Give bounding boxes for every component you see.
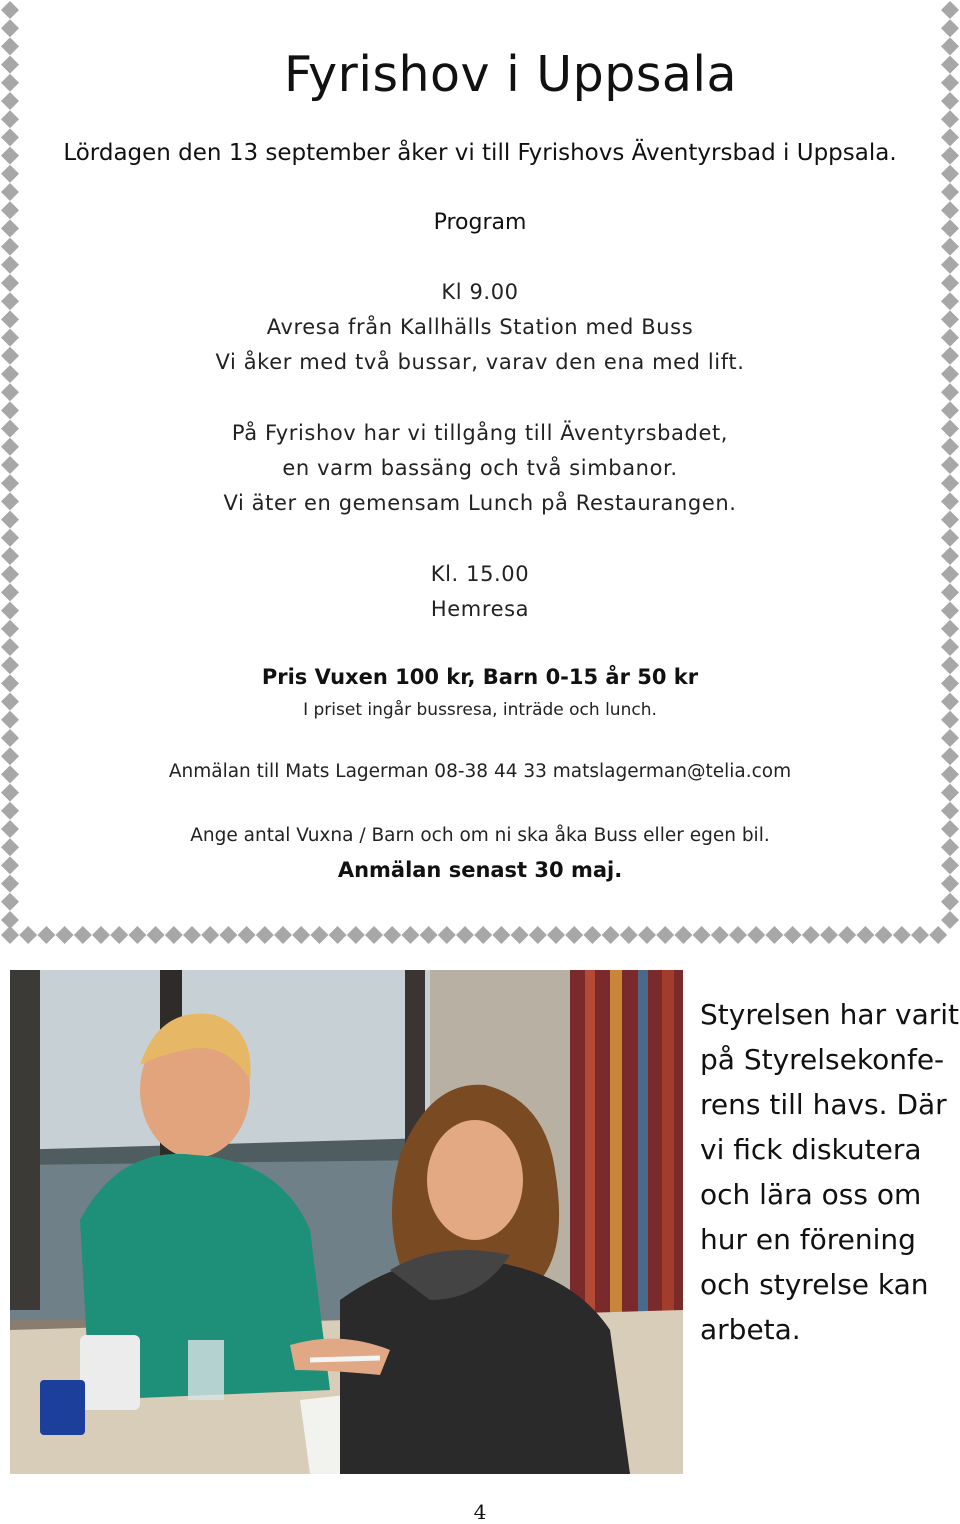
border-diamond	[1, 547, 19, 565]
border-diamond	[941, 802, 959, 820]
border-diamond	[1, 674, 19, 692]
border-diamond	[941, 274, 959, 292]
border-diamond	[1, 583, 19, 601]
border-diamond	[765, 926, 783, 944]
border-diamond	[820, 926, 838, 944]
border-diamond	[438, 926, 456, 944]
border-diamond	[1, 56, 19, 74]
departure-time: Kl 9.00	[441, 280, 519, 304]
border-diamond	[941, 238, 959, 256]
border-diamond	[941, 820, 959, 838]
page-number: 4	[473, 1500, 487, 1524]
registration-deadline: Anmälan senast 30 maj.	[337, 858, 623, 882]
border-diamond	[941, 838, 959, 856]
border-diamond	[656, 926, 674, 944]
window-frame-left	[10, 970, 40, 1310]
border-diamond	[941, 656, 959, 674]
border-diamond	[219, 926, 237, 944]
border-diamond	[401, 926, 419, 944]
return-time: Kl. 15.00	[430, 562, 530, 586]
border-diamond	[1, 926, 19, 944]
border-diamond	[875, 926, 893, 944]
caption-line: hur en förening	[700, 1223, 916, 1256]
border-diamond	[1, 401, 19, 419]
price-info: Pris Vuxen 100 kr, Barn 0-15 år 50 kr	[261, 665, 699, 689]
price-note: I priset ingår bussresa, inträde och lunch.	[303, 700, 657, 720]
border-diamond	[110, 926, 128, 944]
caption-line: på Styrelsekonfe-	[700, 1043, 945, 1076]
border-diamond	[1, 365, 19, 383]
white-mug	[80, 1335, 140, 1410]
border-diamond	[941, 620, 959, 638]
caption-line: och styrelse kan	[700, 1268, 929, 1301]
border-diamond	[1, 19, 19, 37]
border-diamond	[456, 926, 474, 944]
border-diamond	[893, 926, 911, 944]
border-diamond	[1, 238, 19, 256]
water-glass	[188, 1340, 224, 1400]
border-diamond	[941, 401, 959, 419]
border-diamond	[747, 926, 765, 944]
border-diamond	[941, 893, 959, 911]
border-diamond	[1, 893, 19, 911]
border-diamond	[37, 926, 55, 944]
border-diamond	[941, 511, 959, 529]
border-diamond	[941, 147, 959, 165]
border-diamond	[941, 383, 959, 401]
event-intro: Lördagen den 13 september åker vi till Fyrishovs Äventyrsbad i Uppsala.	[63, 140, 897, 166]
border-diamond	[1, 693, 19, 711]
activity-line: Vi äter en gemensam Lunch på Restaurangen.	[223, 491, 737, 515]
border-diamond	[941, 183, 959, 201]
border-diamond	[941, 729, 959, 747]
border-diamond	[784, 926, 802, 944]
border-diamond	[383, 926, 401, 944]
border-diamond	[92, 926, 110, 944]
border-diamond	[1, 165, 19, 183]
border-diamond	[802, 926, 820, 944]
border-diamond	[511, 926, 529, 944]
border-diamond	[1, 511, 19, 529]
border-diamond	[941, 602, 959, 620]
border-diamond	[941, 74, 959, 92]
caption-line: arbeta.	[700, 1313, 801, 1346]
border-diamond	[1, 492, 19, 510]
program-heading: Program	[433, 210, 527, 235]
border-diamond	[941, 201, 959, 219]
border-diamond	[147, 926, 165, 944]
border-diamond	[941, 784, 959, 802]
diamond-border-right	[940, 0, 960, 945]
border-diamond	[729, 926, 747, 944]
border-diamond	[1, 274, 19, 292]
border-diamond	[183, 926, 201, 944]
border-diamond	[583, 926, 601, 944]
diamond-border-bottom	[0, 925, 960, 945]
border-diamond	[1, 620, 19, 638]
photo-caption	[700, 992, 958, 1352]
border-diamond	[1, 292, 19, 310]
border-diamond	[1, 765, 19, 783]
pen	[310, 1358, 380, 1360]
border-diamond	[529, 926, 547, 944]
diamond-border-left	[0, 0, 20, 945]
board-meeting-photo	[10, 970, 683, 1474]
border-diamond	[941, 765, 959, 783]
border-diamond	[1, 420, 19, 438]
border-diamond	[941, 565, 959, 583]
border-diamond	[1, 383, 19, 401]
border-diamond	[347, 926, 365, 944]
border-diamond	[274, 926, 292, 944]
border-diamond	[911, 926, 929, 944]
border-diamond	[838, 926, 856, 944]
border-diamond	[941, 256, 959, 274]
border-diamond	[365, 926, 383, 944]
border-diamond	[1, 784, 19, 802]
border-diamond	[1, 37, 19, 55]
registration-contact: Anmälan till Mats Lagerman 08-38 44 33 matslagerman@telia.com	[168, 761, 792, 782]
border-diamond	[256, 926, 274, 944]
border-diamond	[128, 926, 146, 944]
border-diamond	[1, 438, 19, 456]
border-diamond	[238, 926, 256, 944]
border-diamond	[941, 474, 959, 492]
border-diamond	[1, 256, 19, 274]
border-diamond	[1, 638, 19, 656]
event-notice	[24, 0, 936, 920]
border-diamond	[1, 128, 19, 146]
caption-line: Styrelsen har varit	[700, 998, 959, 1031]
border-diamond	[941, 128, 959, 146]
border-diamond	[565, 926, 583, 944]
border-diamond	[1, 147, 19, 165]
border-diamond	[1, 110, 19, 128]
border-diamond	[941, 347, 959, 365]
border-diamond	[1, 92, 19, 110]
border-diamond	[620, 926, 638, 944]
border-diamond	[1, 820, 19, 838]
border-diamond	[474, 926, 492, 944]
border-diamond	[1, 529, 19, 547]
border-diamond	[941, 492, 959, 510]
border-diamond	[1, 711, 19, 729]
border-diamond	[941, 1, 959, 19]
border-diamond	[1, 456, 19, 474]
activity-line: På Fyrishov har vi tillgång till Äventyrsbadet,	[231, 421, 729, 445]
buses-text: Vi åker med två bussar, varav den ena med lift.	[215, 350, 745, 374]
border-diamond	[941, 529, 959, 547]
border-diamond	[941, 711, 959, 729]
border-diamond	[941, 110, 959, 128]
border-diamond	[1, 474, 19, 492]
border-diamond	[1, 838, 19, 856]
border-diamond	[941, 547, 959, 565]
caption-line: och lära oss om	[700, 1178, 922, 1211]
border-diamond	[1, 1, 19, 19]
border-diamond	[1, 183, 19, 201]
border-diamond	[165, 926, 183, 944]
border-diamond	[941, 747, 959, 765]
border-diamond	[1, 656, 19, 674]
border-diamond	[1, 602, 19, 620]
return-text: Hemresa	[430, 597, 530, 621]
border-diamond	[941, 674, 959, 692]
border-diamond	[56, 926, 74, 944]
page-title: Fyrishov i Uppsala	[284, 46, 738, 103]
border-diamond	[1, 747, 19, 765]
person-right-face	[427, 1120, 523, 1240]
border-diamond	[1, 802, 19, 820]
border-diamond	[74, 926, 92, 944]
border-diamond	[638, 926, 656, 944]
border-diamond	[941, 365, 959, 383]
border-diamond	[1, 729, 19, 747]
border-diamond	[941, 583, 959, 601]
border-diamond	[1, 347, 19, 365]
border-diamond	[1, 329, 19, 347]
border-diamond	[292, 926, 310, 944]
border-diamond	[941, 165, 959, 183]
activity-line: en varm bassäng och två simbanor.	[282, 456, 678, 480]
border-diamond	[547, 926, 565, 944]
caption-line: vi fick diskutera	[700, 1133, 922, 1166]
border-diamond	[1, 875, 19, 893]
registration-note: Ange antal Vuxna / Barn och om ni ska åka Buss eller egen bil.	[190, 825, 770, 846]
photo-illustration	[10, 970, 683, 1474]
border-diamond	[420, 926, 438, 944]
caption-line: rens till havs. Där	[700, 1088, 947, 1121]
border-diamond	[201, 926, 219, 944]
border-diamond	[941, 92, 959, 110]
border-diamond	[941, 856, 959, 874]
border-diamond	[693, 926, 711, 944]
border-diamond	[929, 926, 947, 944]
border-diamond	[941, 56, 959, 74]
border-diamond	[941, 37, 959, 55]
border-diamond	[1, 565, 19, 583]
border-diamond	[310, 926, 328, 944]
border-diamond	[856, 926, 874, 944]
border-diamond	[941, 292, 959, 310]
border-diamond	[602, 926, 620, 944]
departure-text: Avresa från Kallhälls Station med Buss	[266, 315, 694, 339]
border-diamond	[329, 926, 347, 944]
border-diamond	[941, 329, 959, 347]
border-diamond	[492, 926, 510, 944]
border-diamond	[674, 926, 692, 944]
border-diamond	[1, 219, 19, 237]
border-diamond	[941, 19, 959, 37]
border-diamond	[941, 310, 959, 328]
border-diamond	[1, 74, 19, 92]
border-diamond	[711, 926, 729, 944]
border-diamond	[941, 638, 959, 656]
border-diamond	[19, 926, 37, 944]
border-diamond	[941, 420, 959, 438]
border-diamond	[941, 875, 959, 893]
border-diamond	[1, 856, 19, 874]
border-diamond	[1, 310, 19, 328]
border-diamond	[941, 219, 959, 237]
border-diamond	[941, 456, 959, 474]
border-diamond	[941, 438, 959, 456]
border-diamond	[1, 201, 19, 219]
border-diamond	[941, 693, 959, 711]
blue-cup	[40, 1380, 85, 1435]
